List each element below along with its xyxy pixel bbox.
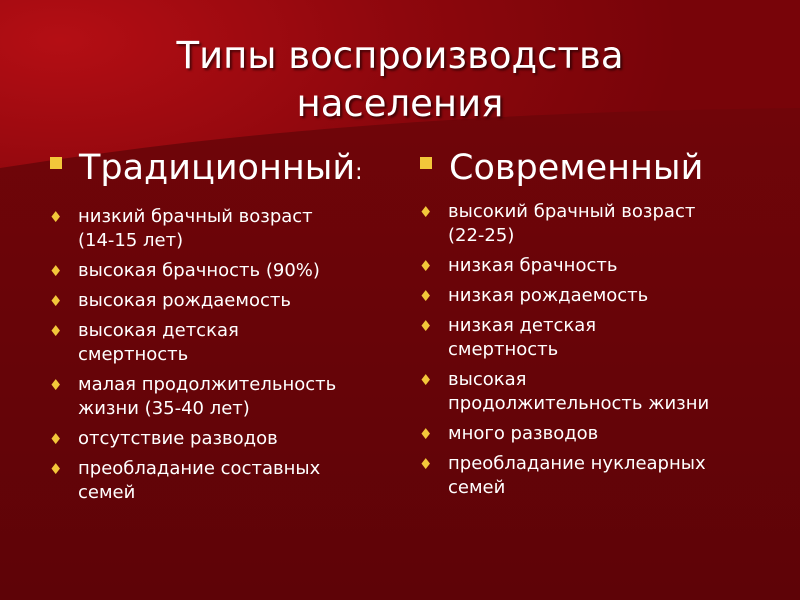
diamond-bullet-icon: ♦ (49, 460, 63, 478)
list-item-line: много разводов (448, 423, 599, 444)
list-item-line: отсутствие разводов (78, 428, 278, 449)
diamond-bullet-icon: ♦ (419, 425, 433, 443)
list-item-line: высокая рождаемость (78, 290, 291, 311)
diamond-bullet-icon: ♦ (419, 371, 433, 389)
list-item-line: высокая брачность (90%) (78, 260, 320, 281)
list-item-line: преобладание нуклеарных (448, 453, 706, 474)
list-item-line: (22-25) (448, 225, 515, 246)
list-item (418, 314, 778, 362)
list-item (48, 427, 388, 451)
square-bullet-icon (420, 157, 432, 169)
diamond-bullet-icon: ♦ (49, 430, 63, 448)
modern-heading-label: Современный (449, 148, 704, 188)
diamond-bullet-icon: ♦ (49, 262, 63, 280)
slide-title-line-1: Типы воспроизводства (176, 34, 624, 77)
traditional-heading-label: Традиционный (79, 148, 356, 188)
slide-title (60, 32, 740, 128)
list-item-line: смертность (448, 339, 559, 360)
list-item-line: (14-15 лет) (78, 230, 184, 251)
list-item-line: высокая детская (78, 320, 239, 341)
list-item (418, 452, 778, 500)
list-item-line: низкий брачный возраст (78, 206, 313, 227)
diamond-bullet-icon: ♦ (49, 322, 63, 340)
list-item-line: семей (78, 482, 136, 503)
modern-column (418, 146, 778, 506)
list-item (48, 373, 388, 421)
modern-heading (418, 146, 778, 190)
list-item (48, 289, 388, 313)
square-bullet-icon (50, 157, 62, 169)
diamond-bullet-icon: ♦ (419, 317, 433, 335)
list-item (418, 254, 778, 278)
diamond-bullet-icon: ♦ (49, 292, 63, 310)
list-item-line: низкая брачность (448, 255, 618, 276)
list-item-line: смертность (78, 344, 189, 365)
list-item (418, 284, 778, 308)
list-item-line: семей (448, 477, 506, 498)
list-item (48, 457, 388, 505)
list-item-line: высокий брачный возраст (448, 201, 696, 222)
list-item-line: низкая детская (448, 315, 597, 336)
traditional-heading (48, 146, 388, 195)
slide-title-line-2: населения (296, 82, 504, 125)
traditional-heading-colon: : (355, 160, 363, 185)
diamond-bullet-icon: ♦ (419, 257, 433, 275)
list-item (418, 200, 778, 248)
diamond-bullet-icon: ♦ (419, 203, 433, 221)
diamond-bullet-icon: ♦ (49, 208, 63, 226)
list-item (48, 205, 388, 253)
list-item (48, 259, 388, 283)
list-item-line: жизни (35-40 лет) (78, 398, 250, 419)
traditional-list (48, 205, 388, 505)
list-item (418, 422, 778, 446)
list-item (48, 319, 388, 367)
list-item-line: низкая рождаемость (448, 285, 649, 306)
list-item-line: малая продолжительность (78, 374, 337, 395)
diamond-bullet-icon: ♦ (419, 455, 433, 473)
diamond-bullet-icon: ♦ (419, 287, 433, 305)
list-item-line: преобладание составных (78, 458, 321, 479)
modern-list (418, 200, 778, 500)
diamond-bullet-icon: ♦ (49, 376, 63, 394)
list-item (418, 368, 778, 416)
list-item-line: высокая (448, 369, 527, 390)
traditional-column (48, 146, 388, 511)
list-item-line: продолжительность жизни (448, 393, 710, 414)
